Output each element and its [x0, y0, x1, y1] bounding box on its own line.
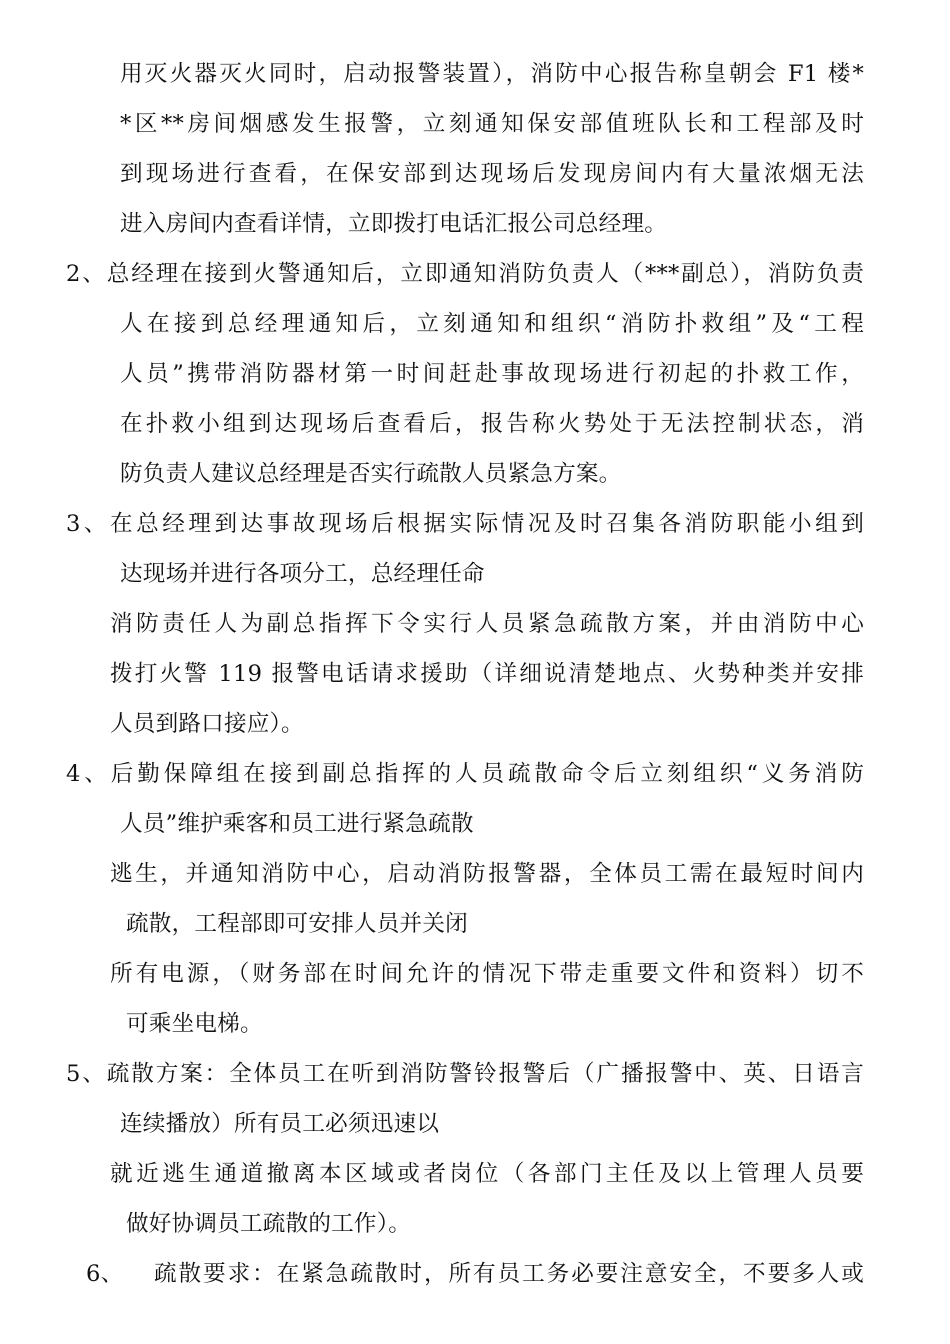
- list-item-5-line: 5、疏散方案：全体员工在听到消防警铃报警后（广播报警中、英、日语言: [66, 1061, 864, 1087]
- text-line: 达现场并进行各项分工，总经理任命: [120, 561, 485, 587]
- text-line: 人员”携带消防器材第一时间赶赴事故现场进行初起的扑救工作，: [120, 361, 864, 387]
- text-line: 人在接到总经理通知后，立刻通知和组织“消防扑救组”及“工程: [120, 311, 864, 337]
- text-line: 人员到路口接应）。: [110, 711, 304, 737]
- text-line: 就近逃生通道撤离本区域或者岗位（各部门主任及以上管理人员要: [110, 1161, 864, 1187]
- text-line: 连续播放）所有员工必须迅速以: [120, 1111, 440, 1137]
- list-item-6-number: 6、: [86, 1261, 124, 1287]
- list-item-6-line: 疏散要求：在紧急疏散时，所有员工务必要注意安全，不要多人或: [154, 1261, 864, 1287]
- text-line: 所有电源，（财务部在时间允许的情况下带走重要文件和资料）切不: [110, 961, 864, 987]
- text-line: 人员”维护乘客和员工进行紧急疏散: [120, 811, 474, 837]
- list-item-3-line: 3、在总经理到达事故现场后根据实际情况及时召集各消防职能小组到: [66, 511, 864, 537]
- text-line: 做好协调员工疏散的工作）。: [126, 1211, 412, 1237]
- text-line: 可乘坐电梯。: [126, 1011, 263, 1037]
- text-line: 在扑救小组到达现场后查看后，报告称火势处于无法控制状态，消: [120, 411, 864, 437]
- text-line: 拨打火警 119 报警电话请求援助（详细说清楚地点、火势种类并安排: [110, 661, 864, 687]
- text-line: 逃生，并通知消防中心，启动消防报警器，全体员工需在最短时间内: [110, 861, 864, 887]
- text-line: 疏散，工程部即可安排人员并关闭: [126, 911, 468, 937]
- list-item-4-line: 4、后勤保障组在接到副总指挥的人员疏散命令后立刻组织“义务消防: [66, 761, 864, 787]
- list-item-2-line: 2、总经理在接到火警通知后，立即通知消防负责人（***副总），消防负责: [66, 261, 864, 287]
- text-line: 防负责人建议总经理是否实行疏散人员紧急方案。: [120, 461, 622, 487]
- text-line: 到现场进行查看，在保安部到达现场后发现房间内有大量浓烟无法: [120, 161, 864, 187]
- text-line: *区**房间烟感发生报警，立刻通知保安部值班队长和工程部及时: [120, 111, 864, 137]
- text-line: 用灭火器灭火同时，启动报警装置），消防中心报告称皇朝会 F1 楼*: [120, 61, 864, 87]
- text-line: 消防责任人为副总指挥下令实行人员紧急疏散方案，并由消防中心: [110, 611, 864, 637]
- text-line: 进入房间内查看详情，立即拨打电话汇报公司总经理。: [120, 211, 668, 237]
